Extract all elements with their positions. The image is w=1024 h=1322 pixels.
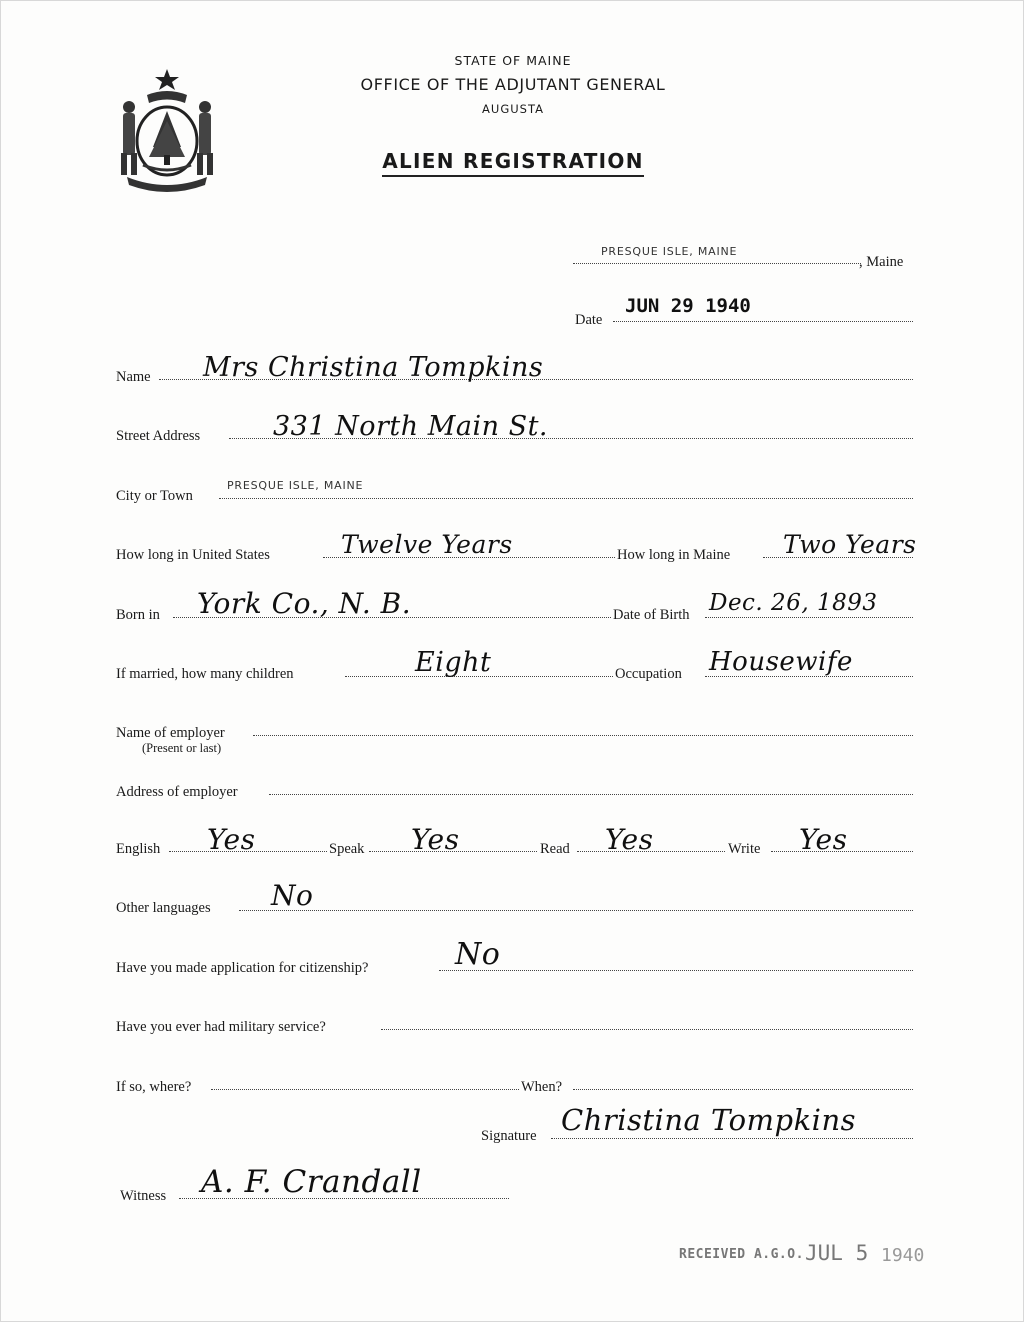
header-state: STATE OF MAINE [454, 53, 572, 68]
when-line [573, 1089, 913, 1090]
military-line [381, 1029, 913, 1030]
write-label: Write [728, 841, 761, 857]
date-value: JUN 29 1940 [625, 295, 751, 317]
citizenship-line [439, 970, 913, 971]
where-label: If so, where? [116, 1079, 192, 1095]
signature-label: Signature [481, 1128, 537, 1144]
write-value: Yes [799, 823, 848, 856]
street-label: Street Address [116, 428, 201, 444]
place-line [573, 263, 861, 264]
speak-value: Yes [411, 823, 460, 856]
witness-value: A. F. Crandall [201, 1164, 422, 1200]
employer-line [253, 735, 913, 736]
us-duration-value: Twelve Years [341, 530, 513, 559]
maine-duration-value: Two Years [783, 530, 917, 559]
english-label: English [116, 841, 161, 857]
other-languages-line [239, 910, 913, 911]
received-stamp-prefix: RECEIVED A.G.O. [679, 1247, 804, 1262]
occupation-value: Housewife [709, 647, 853, 677]
form-title: ALIEN REGISTRATION [1, 149, 1024, 177]
us-duration-label: How long in United States [116, 547, 270, 563]
occupation-label: Occupation [615, 666, 682, 682]
citizenship-label: Have you made application for citizenship? [116, 960, 369, 976]
name-label: Name [116, 369, 151, 385]
dob-label: Date of Birth [613, 607, 690, 623]
employer-sublabel: (Present or last) [142, 741, 222, 755]
employer-label: Name of employer [116, 725, 225, 741]
header-city: AUGUSTA [482, 102, 544, 116]
place-stamp: PRESQUE ISLE, MAINE [601, 245, 738, 258]
english-value: Yes [207, 823, 256, 856]
children-label: If married, how many children [116, 666, 294, 682]
received-stamp-year: 1940 [881, 1245, 925, 1266]
received-stamp-date: JUL 5 [805, 1241, 869, 1265]
signature-line [551, 1138, 913, 1139]
citizenship-value: No [455, 937, 501, 972]
read-value: Yes [605, 823, 654, 856]
signature-value: Christina Tompkins [561, 1103, 857, 1137]
city-label: City or Town [116, 488, 193, 504]
read-label: Read [540, 841, 570, 857]
date-label: Date [575, 312, 603, 328]
born-label: Born in [116, 607, 160, 623]
date-line [613, 321, 913, 322]
city-line [219, 498, 913, 499]
maine-duration-label: How long in Maine [617, 547, 731, 563]
when-label: When? [521, 1079, 563, 1095]
dob-line [705, 617, 913, 618]
city-stamp: PRESQUE ISLE, MAINE [227, 479, 364, 492]
name-value: Mrs Christina Tompkins [203, 352, 544, 383]
street-value: 331 North Main St. [273, 411, 549, 442]
where-line [211, 1089, 519, 1090]
other-languages-value: No [271, 879, 314, 912]
military-label: Have you ever had military service? [116, 1019, 326, 1035]
employer-address-label: Address of employer [116, 784, 238, 800]
children-value: Eight [415, 647, 492, 678]
header-office: OFFICE OF THE ADJUTANT GENERAL [360, 75, 666, 94]
place-suffix: , Maine [859, 254, 904, 270]
employer-address-line [269, 794, 913, 795]
born-value: York Co., N. B. [197, 587, 412, 620]
speak-label: Speak [329, 841, 365, 857]
dob-value: Dec. 26, 1893 [709, 590, 878, 616]
other-languages-label: Other languages [116, 900, 211, 916]
witness-label: Witness [120, 1188, 167, 1204]
